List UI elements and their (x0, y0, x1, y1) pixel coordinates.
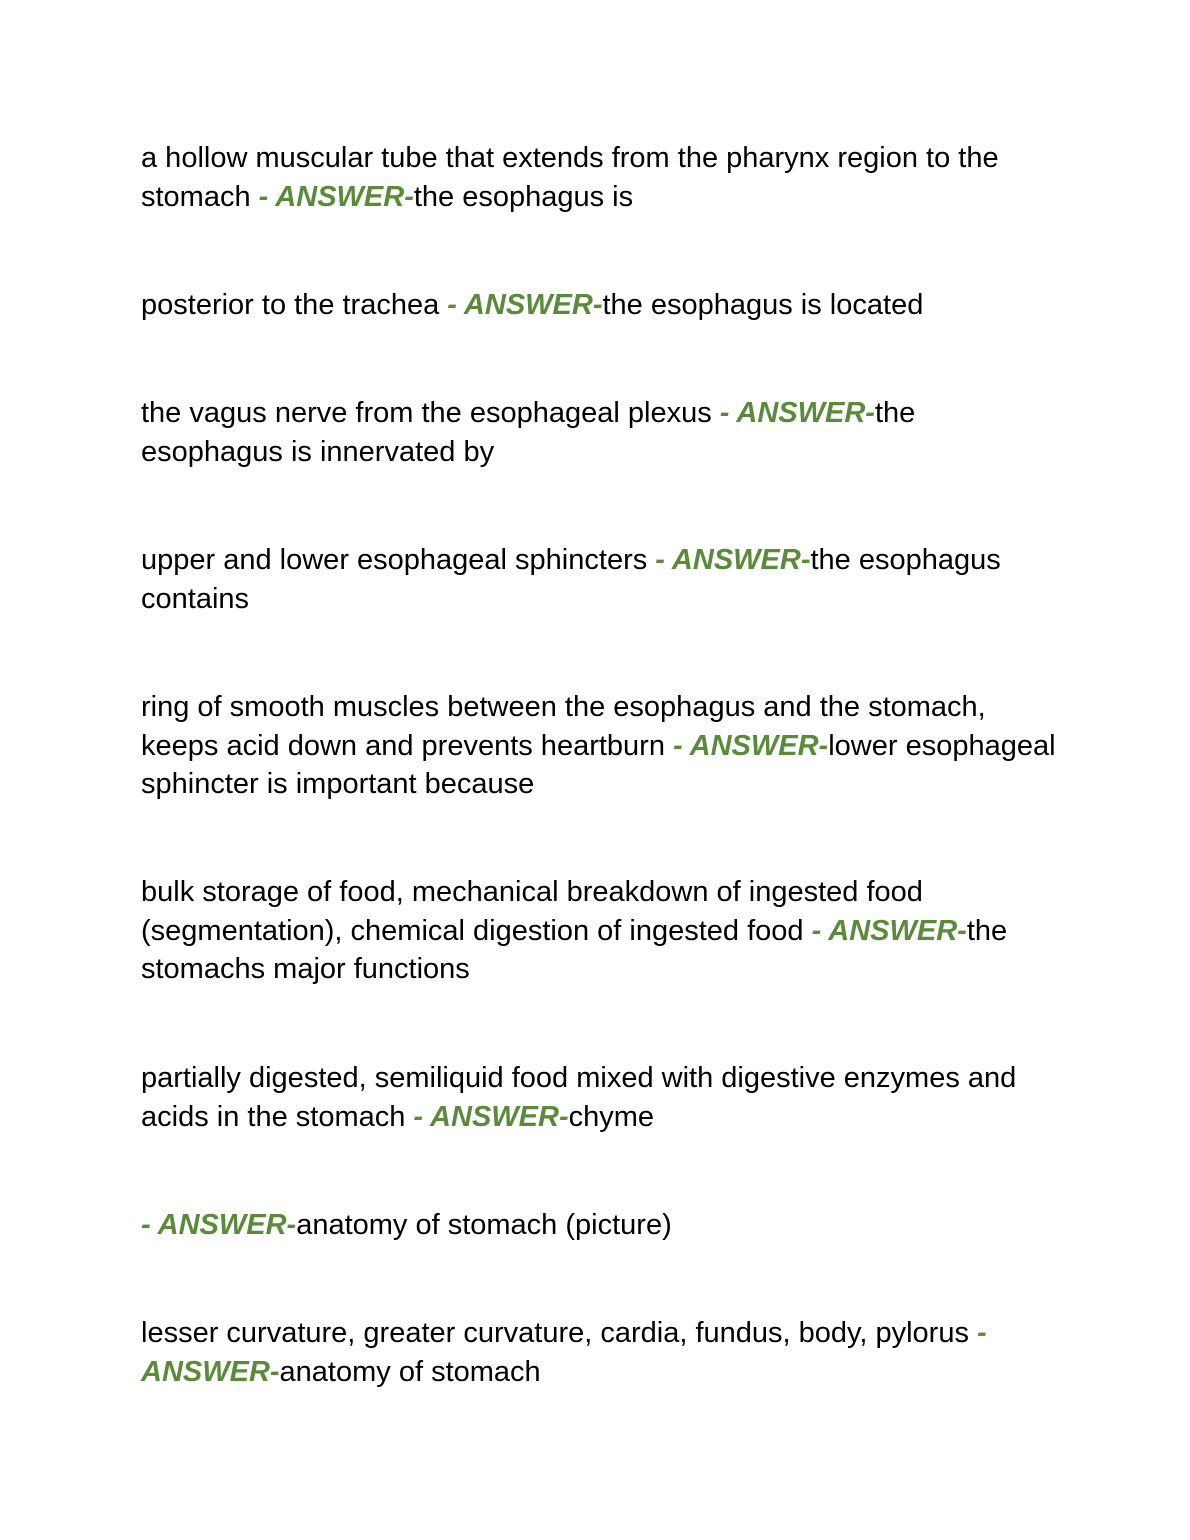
flashcard-entry (141, 1206, 1061, 1245)
answer-marker: - ANSWER- (711, 397, 875, 429)
answer-text: the esophagus is (413, 180, 634, 213)
flashcard-entry (141, 394, 1061, 471)
flashcard-entry (141, 688, 1061, 804)
question-text: partially digested, semiliquid food mixed with digestive enzymes and acids in the stomach (141, 1062, 1017, 1133)
flashcard-entry (141, 139, 1061, 216)
question-text: lesser curvature, greater curvature, cardia, fundus, body, pylorus (141, 1317, 969, 1349)
question-text: the vagus nerve from the esophageal plexus (141, 397, 712, 429)
flashcard-entry (141, 541, 1061, 618)
answer-marker: - ANSWER- (141, 1317, 987, 1388)
answer-text: the esophagus is located (602, 289, 924, 321)
answer-marker: - ANSWER- (405, 1100, 569, 1133)
question-text: ring of smooth muscles between the esophagus and the stomach, keeps acid down and prevents heartburn (141, 691, 986, 762)
answer-marker: - ANSWER- (664, 729, 829, 762)
question-text: a hollow muscular tube that extends from the pharynx region to the stomach (141, 142, 999, 213)
answer-text: anatomy of stomach (picture) (296, 1209, 672, 1241)
flashcard-entry (141, 286, 1061, 325)
flashcard-entry (141, 1314, 1061, 1391)
answer-text: chyme (568, 1100, 655, 1133)
question-text: upper and lower esophageal sphincters (141, 544, 648, 576)
answer-marker: - ANSWER- (803, 914, 967, 947)
answer-text: lower esophageal sphincter is important because (141, 729, 1056, 800)
flashcard-entry (141, 873, 1061, 989)
answer-marker: - ANSWER- (439, 289, 603, 321)
answer-text: anatomy of stomach (279, 1355, 541, 1388)
answer-text: the esophagus contains (141, 544, 1001, 615)
answer-marker: - ANSWER- (647, 544, 811, 576)
answer-marker: - ANSWER- (250, 180, 414, 213)
answer-marker: - ANSWER- (141, 1209, 297, 1241)
answer-text: the stomachs major functions (141, 914, 1008, 985)
answer-text: the esophagus is innervated by (141, 397, 916, 468)
question-text: posterior to the trachea (141, 289, 440, 321)
question-text: bulk storage of food, mechanical breakdown of ingested food (segmentation), chemical digestion of ingested food (141, 876, 923, 947)
flashcard-entry (141, 1059, 1061, 1136)
